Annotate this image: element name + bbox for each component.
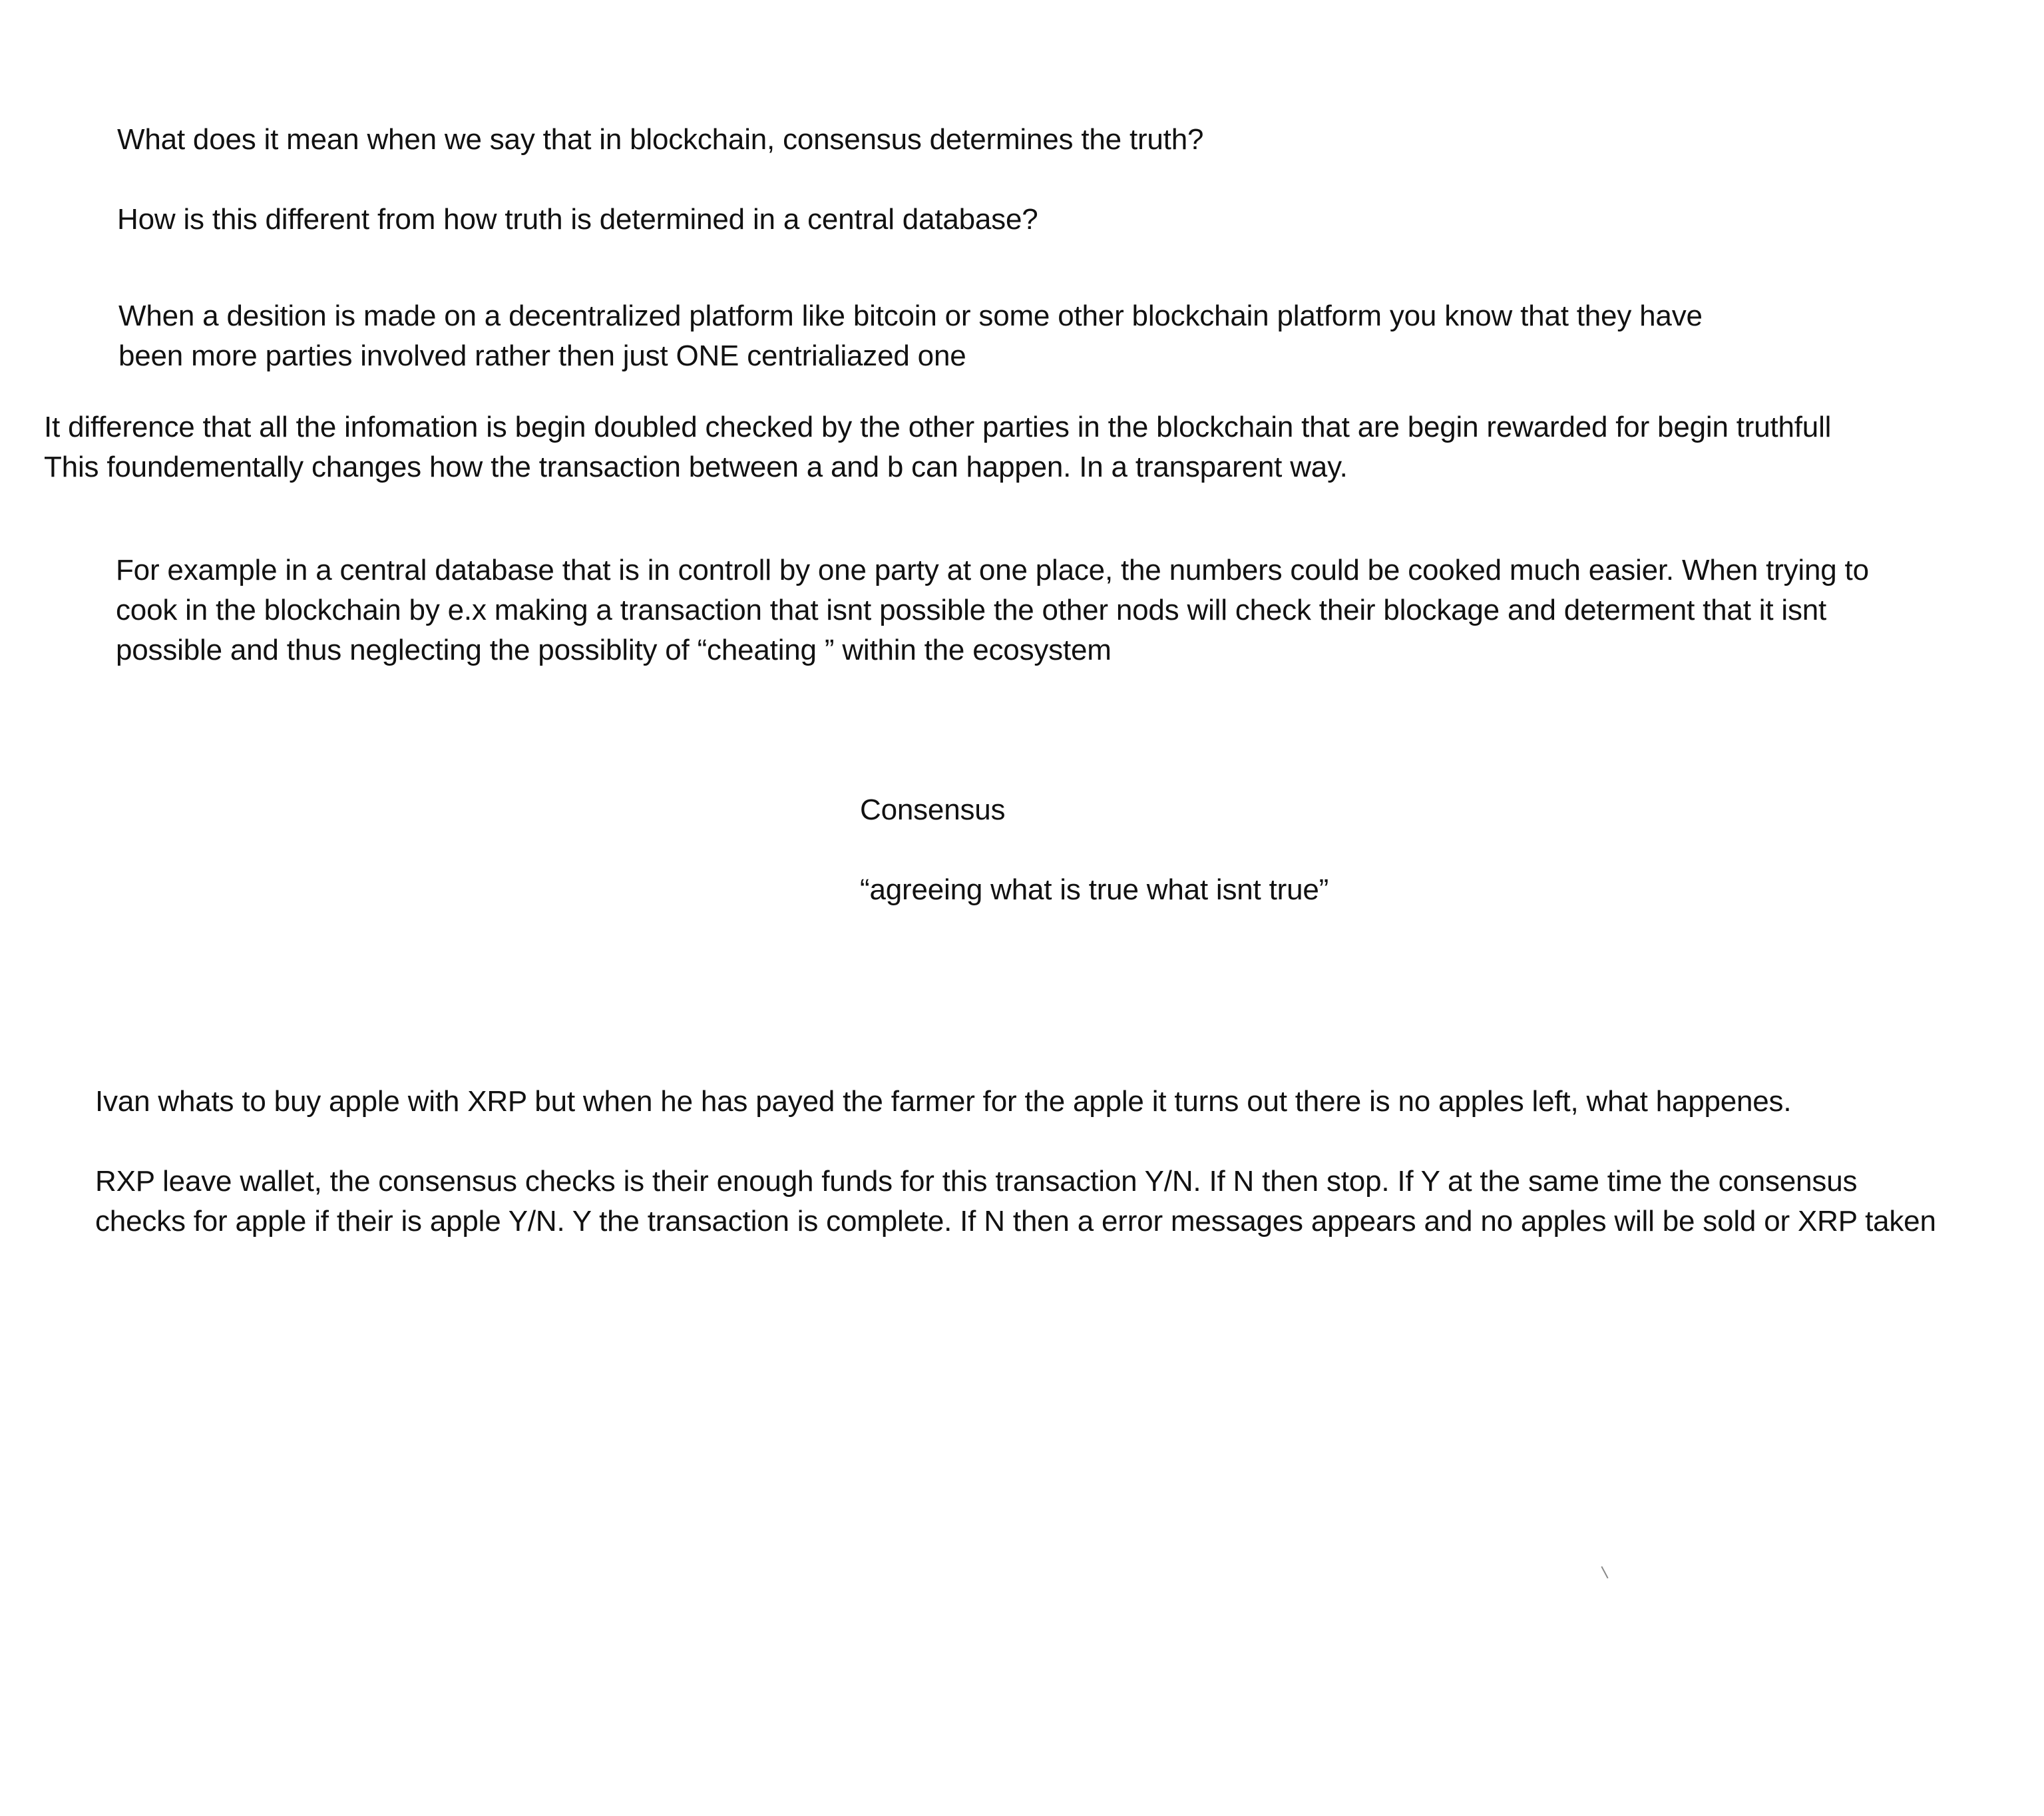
answer-2-line-2: This foundementally changes how the transaction between a and b can happen. In a transparent way. xyxy=(44,451,1348,483)
answer-1-line-2: been more parties involved rather then just ONE centrialiazed one xyxy=(118,340,966,372)
answer-2-line-1: It difference that all the infomation is begin doubled checked by the other parties in the blockchain that are begin rewarded for begin truthfull xyxy=(44,411,1832,443)
scenario-answer-line-2: checks for apple if their is apple Y/N. Y the transaction is complete. If N then a error messages appears and no apples will be sold or XRP taken xyxy=(95,1205,1936,1238)
definition-meaning: “agreeing what is true what isnt true” xyxy=(860,873,1329,906)
scenario-line-1: Ivan whats to buy apple with XRP but when he has payed the farmer for the apple it turns out there is no apples left, what happenes. xyxy=(95,1085,1792,1118)
example-line-2: cook in the blockchain by e.x making a transaction that isnt possible the other nods will check their blockage and determent that it isnt xyxy=(116,594,1827,626)
question-1: What does it mean when we say that in blockchain, consensus determines the truth? xyxy=(117,123,1204,156)
question-2: How is this different from how truth is determined in a central database? xyxy=(117,203,1038,236)
example-line-1: For example in a central database that is in controll by one party at one place, the numbers could be cooked much easier. When trying to xyxy=(116,554,1869,586)
scenario-answer-line-1: RXP leave wallet, the consensus checks is their enough funds for this transaction Y/N. If N then stop. If Y at the same time the consensus xyxy=(95,1165,1858,1198)
example-line-3: possible and thus neglecting the possiblity of “cheating ” within the ecosystem xyxy=(116,634,1112,666)
stray-pen-mark xyxy=(1601,1566,1608,1579)
definition-term: Consensus xyxy=(860,794,1006,826)
answer-1-line-1: When a desition is made on a decentralized platform like bitcoin or some other blockchain platform you know that they have xyxy=(118,300,1703,332)
